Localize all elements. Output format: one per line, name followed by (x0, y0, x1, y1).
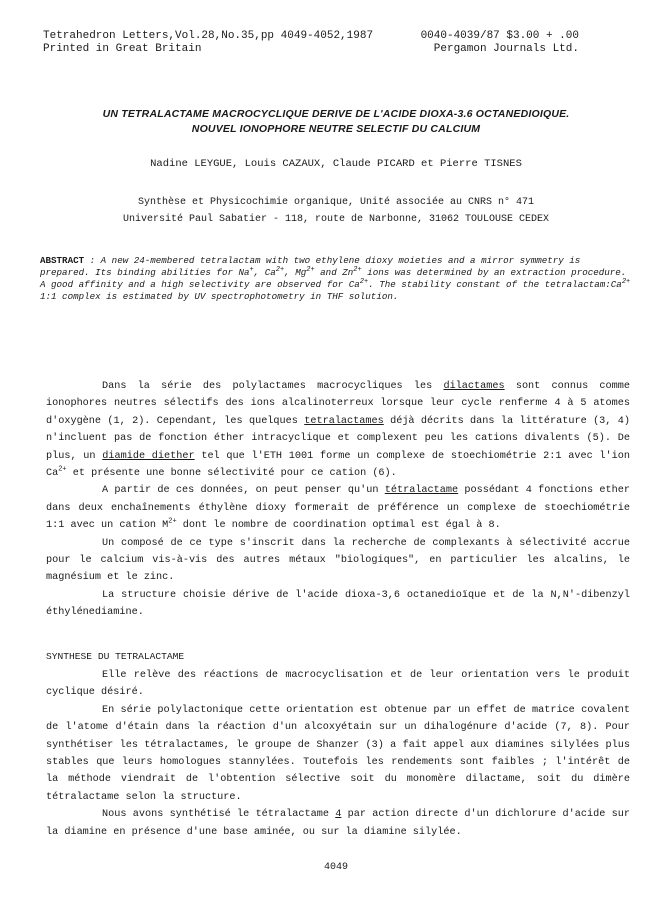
abstract-text: and Zn (314, 267, 354, 278)
issn-price: 0040-4039/87 $3.00 + .00 (420, 30, 579, 42)
abstract-text: , Ca (253, 267, 276, 278)
abstract (40, 255, 632, 303)
compound-number: 4 (335, 809, 342, 821)
paragraph-text: Nous avons synthétisé le tétralactame (102, 809, 336, 821)
page-number: 4049 (323, 862, 348, 873)
paragraph-text: dont le nombre de coordination optimal est égal à 8. (176, 520, 501, 532)
underlined-term: dilactames (443, 381, 505, 392)
abstract-label: ABSTRACT (40, 255, 85, 266)
charge-superscript: 2+ (359, 277, 369, 286)
paragraph-text: possédant 4 fonctions ether dans deux enchaînements éthylène dioxy formerait de préférence un complexe de stoechiométrie 1:1 avec un cation M (46, 485, 630, 532)
section-title: SYNTHESE DU TETRALACTAME (46, 651, 185, 662)
charge-superscript: 2+ (621, 277, 631, 286)
paragraph-3: Un composé de ce type s'inscrit dans la recherche de complexants à sélectivité accrue pour le calcium vis-à-vis des autres métaux "biologiques", en particulier les alcalins, le magnésium et le zinc. (46, 537, 630, 584)
printed-location: Printed in Great Britain (43, 43, 202, 55)
paragraph-1 (46, 378, 630, 482)
title-line-2: NOUVEL IONOPHORE NEUTRE SELECTIF DU CALCIUM (191, 123, 481, 135)
affiliation-line-2: Université Paul Sabatier - 118, route de Narbonne, 31062 TOULOUSE CEDEX (122, 214, 550, 225)
paragraph-text: par action directe d'un dichlorure d'acide sur la diamine en présence d'une base aminée, ou sur la diamine silylée. (46, 809, 630, 838)
paragraph-text: Dans la série des polylactames macrocycliques les (102, 381, 444, 392)
charge-superscript: 2+ (275, 265, 285, 274)
abstract-text: . The stability constant of the tetralactam:Ca (368, 279, 622, 290)
abstract-text: : A new 24-membered tetralactam with two ethylene dioxy moieties and a mirror symmetry is prepared. Its binding abilities for Na (40, 255, 581, 278)
charge-superscript: 2+ (58, 465, 67, 474)
paragraph-4: La structure choisie dérive de l'acide dioxa-3,6 octanedioïque et de la N,N'-dibenzyl éthylénediamine. (46, 589, 630, 619)
introduction-body (46, 378, 630, 622)
journal-header (43, 30, 643, 56)
publisher: Pergamon Journals Ltd. (433, 43, 579, 55)
paragraph-text: tel que l'ETH 1001 forme un complexe de stoechiométrie 2:1 avec l'ion Ca (46, 450, 630, 480)
paragraph-2 (46, 482, 630, 534)
underlined-term: tétralactame (384, 485, 459, 497)
underlined-term: tetralactames (304, 415, 384, 427)
paragraph-text: sont connus comme ionophores neutres sélectifs des ions alcalinoterreux lorsque leur cycle renferme 4 à 5 atomes d'oxygène (1, 2). Cependant, les quelques (46, 381, 630, 427)
underlined-term: diamide diether (102, 450, 195, 462)
affiliation-line-1: Synthèse et Physicochimie organique, Unité associée au CNRS n° 471 (137, 197, 535, 208)
paragraph-6: En série polylactonique cette orientation est obtenue par un effet de matrice covalent de l'atome d'étain dans la réaction d'un alcoxyétain sur un dihalogénure d'acide (7, 8). Pour synthétiser les tétralactames, le groupe de Shanzer (3) a fait appel aux diamines silylées plus stables que leurs homologues stannylées. Toutefois les rendements sont faibles ; l'intérêt de la méthode viendrait de l'obtention sélective soit du monomère dilactame, soit du dimère tétralactame selon la structure. (46, 704, 630, 803)
paragraph-7 (46, 806, 630, 841)
synthesis-body (46, 667, 630, 841)
affiliation (40, 194, 632, 228)
paragraph-text: A partir de ces données, on peut penser qu'un (102, 485, 385, 497)
paragraph-5: Elle relève des réactions de macrocyclisation et de leur orientation vers le produit cyclique désiré. (46, 670, 630, 699)
charge-superscript: 2+ (168, 517, 177, 526)
abstract-text: ions was determined by an extraction procedure. A good affinity and a high selectivity are observed for Ca (40, 267, 627, 290)
paragraph-text: et présente une bonne sélectivité pour ce cation (6). (66, 468, 397, 480)
authors: Nadine LEYGUE, Louis CAZAUX, Claude PICARD et Pierre TISNES (150, 158, 522, 170)
abstract-text: 1:1 complex is estimated by UV spectrophotometry in THF solution. (40, 291, 399, 302)
article-title (40, 107, 632, 137)
paragraph-text: déjà décrits dans la littérature (3, 4) n'incluent pas de fonction éther intracyclique et complexent peu les cations divalents (5). De plus, un (46, 415, 630, 462)
charge-superscript: 2+ (306, 265, 315, 274)
abstract-text: , Mg (284, 267, 307, 278)
journal-citation: Tetrahedron Letters,Vol.28,No.35,pp 4049-4052,1987 (43, 30, 374, 42)
charge-superscript: 2+ (353, 265, 362, 274)
charge-superscript: + (249, 265, 254, 274)
title-line-1: UN TETRALACTAME MACROCYCLIQUE DERIVE DE L'ACIDE DIOXA-3.6 OCTANEDIOIQUE. (102, 108, 570, 120)
